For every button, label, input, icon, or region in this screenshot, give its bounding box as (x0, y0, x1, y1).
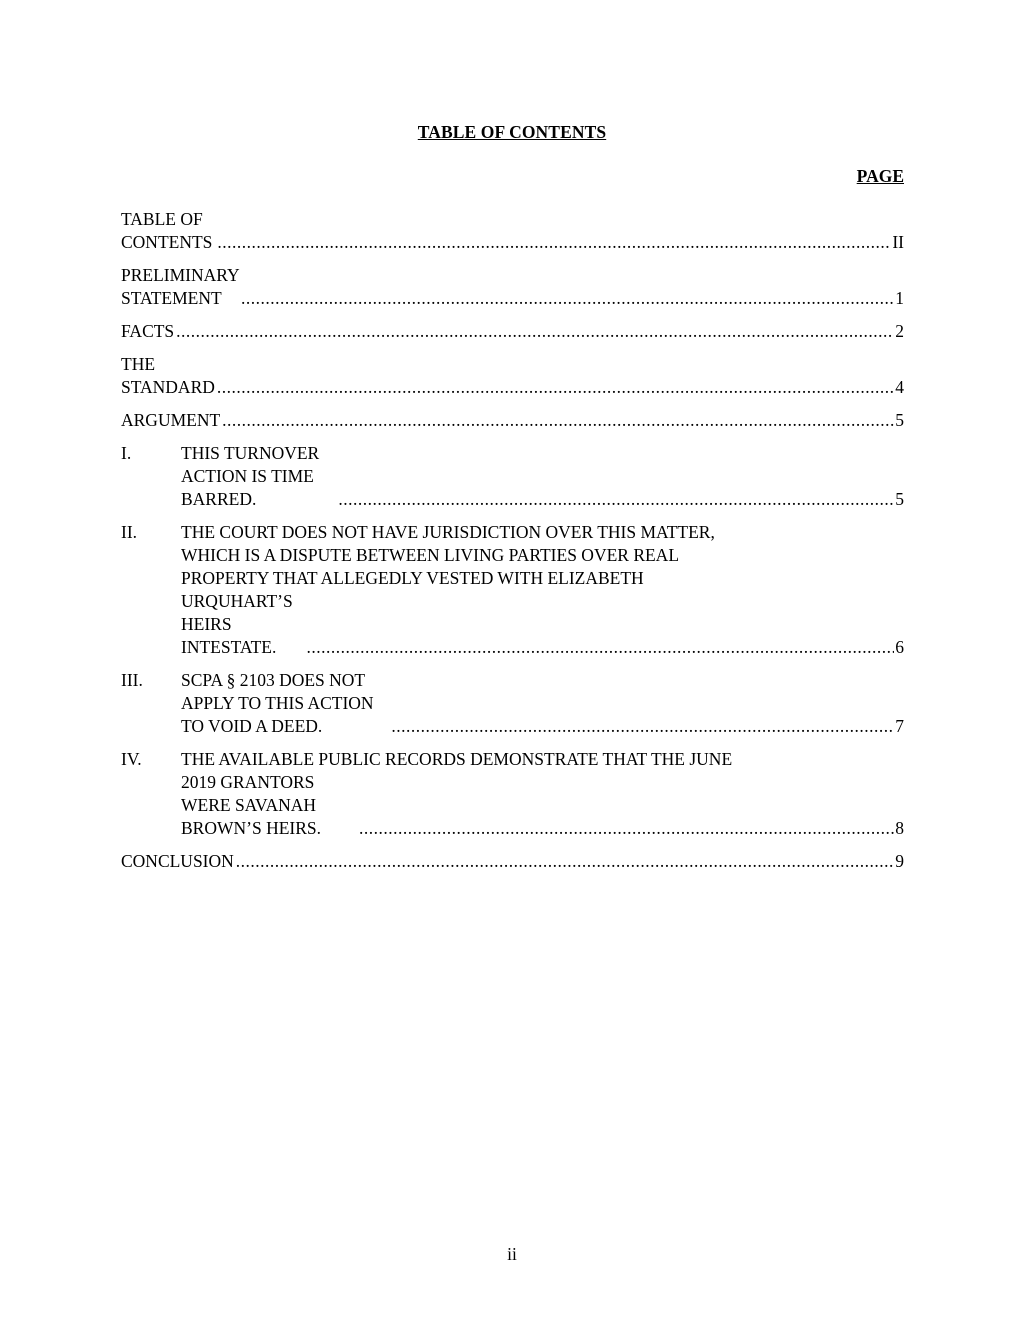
toc-entry-page: 5 (895, 489, 904, 509)
toc-entry-text: FACTS (121, 321, 175, 341)
toc-entry-number: III. (121, 670, 143, 690)
toc-entry-body (181, 442, 904, 511)
toc-entry-page: 2 (895, 321, 904, 341)
toc-entry-text: THE STANDARD (121, 354, 215, 397)
dot-leader (391, 715, 894, 738)
toc-entry-body (181, 748, 904, 840)
toc-entry-number: IV. (121, 749, 142, 769)
dot-leader (176, 320, 894, 343)
toc-entry-body (121, 208, 904, 254)
toc-entry-section-iv[interactable] (121, 748, 904, 840)
toc-entry-page: 4 (895, 377, 904, 397)
toc-entry-page: 9 (895, 851, 904, 871)
toc-entry-text: SCPA § 2103 DOES NOT APPLY TO THIS ACTION TO VOID A DEED. (181, 670, 374, 736)
toc-entry-preliminary-statement[interactable] (121, 264, 904, 310)
dot-leader (222, 409, 894, 432)
toc-entry-text-line: THE AVAILABLE PUBLIC RECORDS DEMONSTRATE THAT THE JUNE (181, 749, 733, 769)
toc-entry-body (121, 353, 904, 399)
dot-leader (241, 287, 894, 310)
dot-leader (359, 817, 894, 840)
toc-entry-last-line (181, 590, 904, 659)
toc-entry-conclusion[interactable] (121, 850, 904, 873)
toc-entry-text-line: 2019 GRANTORS WERE SAVANAH BROWN’S HEIRS. (181, 772, 322, 838)
toc-entry-page: 7 (895, 716, 904, 736)
dot-leader (307, 636, 895, 659)
toc-entry-text: CONCLUSION (121, 851, 234, 871)
toc-entry-body (121, 409, 904, 432)
toc-entry-page: 5 (895, 410, 904, 430)
toc-entry-last-line (181, 771, 904, 840)
dot-leader (338, 488, 894, 511)
toc-entry-number: II. (121, 522, 138, 542)
toc-entry-page: II (892, 232, 904, 252)
toc-entry-text: ARGUMENT (121, 410, 221, 430)
toc-entry-page: 6 (895, 637, 904, 657)
dot-leader (236, 850, 894, 873)
toc-entry-body (121, 264, 904, 310)
toc-entry-text: PRELIMINARY STATEMENT (121, 265, 239, 308)
dot-leader (217, 376, 894, 399)
toc-entry-facts[interactable] (121, 320, 904, 343)
toc-entry-body (181, 669, 904, 738)
toc-entry-section-i[interactable] (121, 442, 904, 511)
toc-entry-text-line: WHICH IS A DISPUTE BETWEEN LIVING PARTIES OVER REAL (181, 545, 680, 565)
toc-entry-text: THIS TURNOVER ACTION IS TIME BARRED. (181, 443, 320, 509)
toc-entry-argument[interactable] (121, 409, 904, 432)
toc-entry-table-of-contents[interactable] (121, 208, 904, 254)
page-column-header: PAGE (856, 166, 904, 186)
toc-entry-text: TABLE OF CONTENTS (121, 209, 213, 252)
toc-entry-body (121, 850, 904, 873)
table-of-contents (121, 208, 904, 883)
dot-leader (217, 231, 891, 254)
toc-entry-section-iii[interactable] (121, 669, 904, 738)
toc-entry-the-standard[interactable] (121, 353, 904, 399)
toc-entry-section-ii[interactable] (121, 521, 904, 659)
page-title: TABLE OF CONTENTS (417, 122, 607, 142)
toc-entry-page: 1 (895, 288, 904, 308)
toc-entry-number: I. (121, 443, 132, 463)
toc-entry-page: 8 (895, 818, 904, 838)
toc-entry-text-line: URQUHART’S HEIRS INTESTATE. (181, 591, 293, 657)
toc-entry-text-line: THE COURT DOES NOT HAVE JURISDICTION OVER THIS MATTER, (181, 522, 715, 542)
toc-entry-body (121, 320, 904, 343)
footer-page-number: ii (507, 1244, 517, 1264)
toc-entry-text-line: PROPERTY THAT ALLEGEDLY VESTED WITH ELIZABETH (181, 568, 644, 588)
toc-entry-body (181, 521, 904, 659)
